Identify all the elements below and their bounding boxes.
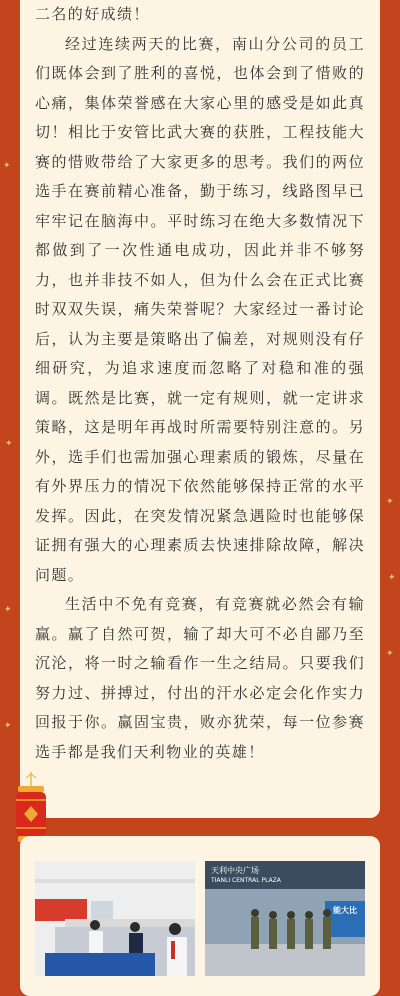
article-paragraph: 二名的好成绩！ xyxy=(35,5,150,23)
article-paragraph: 经过连续两天的比赛，南山分公司的员工们既体会到了胜利的喜悦，也体会到了惜败的心痛，集体荣誉感在大家心里的感受是如此真切！相比于安管比武大赛的获胜，工程技能大赛的惜败带给了大家更多的思考。我们的两位选手在赛前精心准备，勤于练习，线路图早已牢牢记在脑海中。平时练习在绝大多数情况下都做到了一次性通电成功，因此并非不够努力，也并非技不如人，但为什么会在正式比赛时双双失误，痛失荣誉呢？大家经过一番讨论后，认为主要是策略出了偏差，对规则没有仔细研究，为追求速度而忽略了对稳和准的强调。既然是比赛，就一定有规则，就一定讲求策略，这是明年再战时所需要特别注意的。另外，选手们也需加强心理素质的锻炼，尽量在有外界压力的情况下依然能够保持正常的水平发挥。因此，在突发情况紧急遇险时也能够保证拥有强大的心理素质去快速排除故障，解决问题。 xyxy=(35,34,365,584)
sparkle-decoration: ✦ xyxy=(4,605,12,615)
banner-text: 能大比 xyxy=(333,906,357,915)
article-body xyxy=(20,0,380,767)
article-card xyxy=(20,0,380,818)
photo-card xyxy=(20,836,380,996)
sparkle-decoration: ✦ xyxy=(388,573,396,583)
plaza-sign-text: 天利中央广场 xyxy=(211,866,259,875)
sparkle-decoration: ✦ xyxy=(5,439,13,449)
sparkle-decoration: ✦ xyxy=(4,721,12,731)
sparkle-decoration: ✦ xyxy=(386,497,394,507)
sparkle-decoration: ✦ xyxy=(3,161,11,171)
article-paragraph: 生活中不免有竞赛，有竞赛就必然会有输赢。赢了自然可贺，输了却大可不必自鄙乃至沉沦，将一时之输看作一生之结局。只要我们努力过、拼搏过，付出的汗水必定会化作实力回报于你。赢固宝贵，败亦犹荣，每一位参赛选手都是我们天利物业的英雄！ xyxy=(35,595,365,761)
competition-photo-indoor xyxy=(35,861,195,976)
competition-photo-outdoor xyxy=(205,861,365,976)
plaza-sign-english: TIANLI CENTRAL PLAZA xyxy=(211,877,281,884)
sparkle-decoration: ✦ xyxy=(386,649,394,659)
